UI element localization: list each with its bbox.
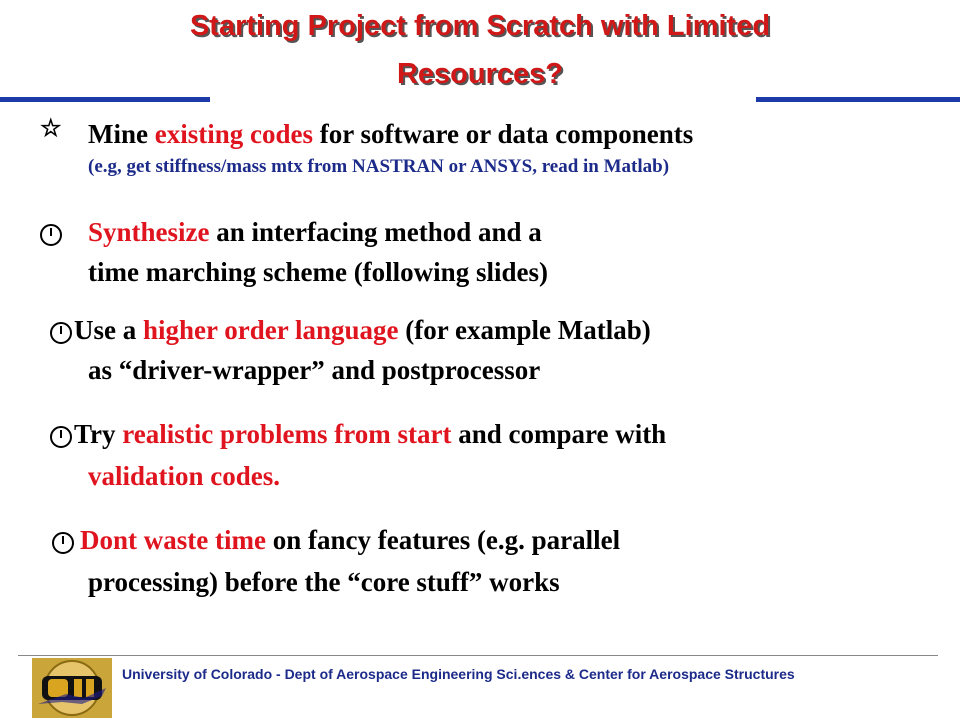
clock-icon	[40, 224, 62, 246]
bullet-5-line2: processing) before the “core stuff” works	[88, 567, 560, 597]
bullet-1-text: Mine existing codes for software or data components	[88, 119, 694, 149]
bullet-3-line2: as “driver-wrapper” and postprocessor	[88, 355, 541, 385]
bullet-3-text: Use a higher order language (for example Matlab)	[74, 315, 651, 345]
bullet-2-line2: time marching scheme (following slides)	[88, 257, 548, 287]
bullet-4-text: Try realistic problems from start and compare with	[74, 419, 667, 449]
footer-divider	[18, 655, 938, 656]
clock-icon	[50, 322, 72, 344]
star-icon: ☆	[40, 116, 62, 142]
bullet-5-text: Dont waste time on fancy features (e.g. parallel	[80, 525, 621, 555]
title-line-2: Resources?	[396, 58, 563, 90]
title-line-1: Starting Project from Scratch with Limited	[189, 10, 771, 42]
bullet-2-text: Synthesize an interfacing method and a	[88, 217, 542, 247]
bullet-4-line2: validation codes.	[88, 461, 281, 491]
clock-icon	[50, 426, 72, 448]
bullet-1-subtext: (e.g, get stiffness/mass mtx from NASTRAN or ANSYS, read in Matlab)	[88, 156, 670, 177]
cu-aerospace-logo	[32, 658, 112, 718]
clock-icon	[52, 532, 74, 554]
footer-affiliation: University of Colorado - Dept of Aerospace Engineering Sci.ences & Center for Aerospace Structures	[122, 666, 795, 682]
